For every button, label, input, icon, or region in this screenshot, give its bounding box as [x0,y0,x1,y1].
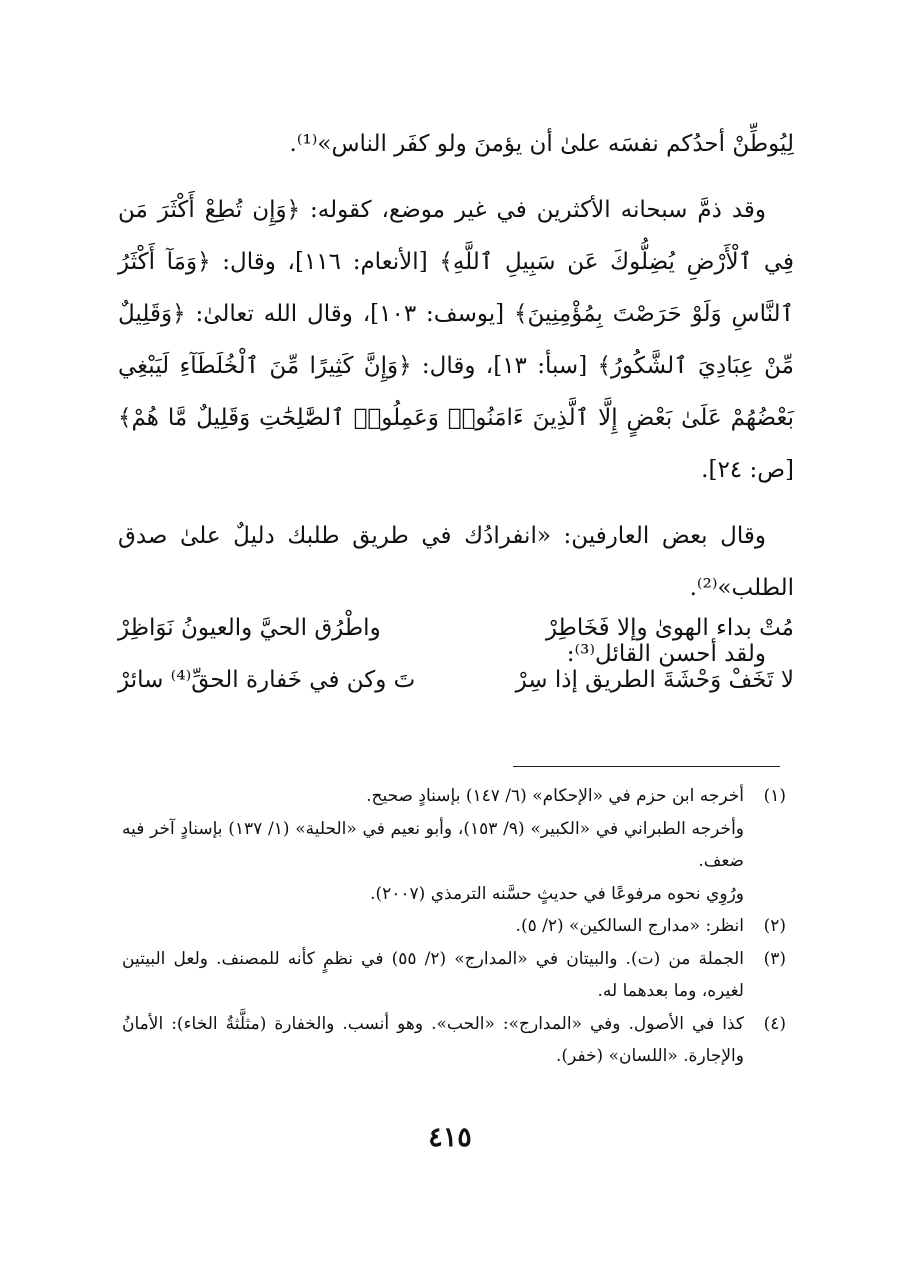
footnote-number: (٣) [763,948,786,969]
paragraph-3: وقال بعض العارفين: «انفرادُك في طريق طلبك دليلٌ علىٰ صدق الطلب»⁽²⁾. [118,523,794,601]
footnote-line: كذا في الأصول. وفي «المدارج»: «الحب». وهو أنسب. والخفارة (مثلَّثةُ الخاء): الأمانُ والإجارة. «اللسان» (خفر). [122,1013,744,1066]
verse-1 [118,602,794,654]
verse-2-first-hemistich: لا تَخَفْ وَحْشَةَ الطريق إذا سِرْ [515,667,794,693]
footnote-body [122,910,744,943]
footnote-line: ورُوِي نحوه مرفوعًا في حديثٍ حسَّنه الترمذي (٢٠٠٧). [370,883,744,904]
footnote-line: وأخرجه الطبراني في «الكبير» (٩/ ١٥٣)، وأبو نعيم في «الحلية» (١/ ١٣٧) بإسنادٍ آخر فيه ضعف. [122,818,744,871]
footnote-number: (١) [763,786,786,806]
footnote [122,943,786,1008]
footnote [122,910,786,943]
verse-2-second-hemistich: تَ وكن في خَفارة الحقِّ⁽⁴⁾ سائرْ [118,667,416,693]
footnote-number: (٤) [763,1013,786,1034]
footnote-body [122,1008,744,1073]
footnote-body [122,943,744,1008]
footnote-line: انظر: «مدارج السالكين» (٢/ ٥). [515,916,744,936]
poem [118,602,794,706]
footnote [122,780,786,910]
footnote-number: (٢) [763,916,786,936]
paragraph-2: وقد ذمَّ سبحانه الأكثرين في غير موضع، كقوله: ﴿وَإِن تُطِعْ أَكْثَرَ مَن فِي ٱلْأَرْضِ يُضِلُّوكَ عَن سَبِيلِ ٱللَّهِ﴾ [الأنعام: ١١٦]، وقال: ﴿وَمَآ أَكْثَرُ ٱلنَّاسِ وَلَوْ حَرَصْتَ بِمُؤْمِنِينَ﴾ [يوسف: ١٠٣]، وقال الله تعالىٰ: ﴿وَقَلِيلٌ مِّنْ عِبَادِيَ ٱلشَّكُورُ﴾ [سبأ: ١٣]، وقال: ﴿وَإِنَّ كَثِيرًا مِّنَ ٱلْخُلَطَآءِ لَيَبْغِي بَعْضُهُمْ عَلَىٰ بَعْضٍ إِلَّا ٱلَّذِينَ ءَامَنُوا۟ وَعَمِلُوا۟ ٱلصَّٰلِحَٰتِ وَقَلِيلٌ مَّا هُمْ﴾ [ص: ٢٤]. [118,197,795,483]
footnote-line: أخرجه ابن حزم في «الإحكام» (٦/ ١٤٧) بإسنادٍ صحيح. [366,786,744,806]
paragraph-4: ولقد أحسن القائل⁽³⁾: [566,641,766,667]
footnote-line: الجملة من (ت). والبيتان في «المدارج» (٢/ ٥٥) في نظمٍ كأنه للمصنف. ولعل البيتين لغيره، وما بعدهما له. [122,948,744,1001]
footnotes [122,780,786,1073]
page-number: ٤١٥ [428,1122,472,1153]
footnote [122,1008,786,1073]
footnote-body [122,780,744,910]
verse-1-first-hemistich: مُتْ بداء الهوىٰ وإلا فَخَاطِرْ [545,615,794,641]
verse-2 [118,654,794,706]
footnote-divider [513,766,780,767]
paragraph-1: لِيُوطِّنْ أحدُكم نفسَه علىٰ أن يؤمنَ ولو كفَر الناس»⁽¹⁾. [289,131,794,157]
verse-1-second-hemistich: واطْرُق الحيَّ والعيونُ نَوَاظِرْ [118,615,381,641]
